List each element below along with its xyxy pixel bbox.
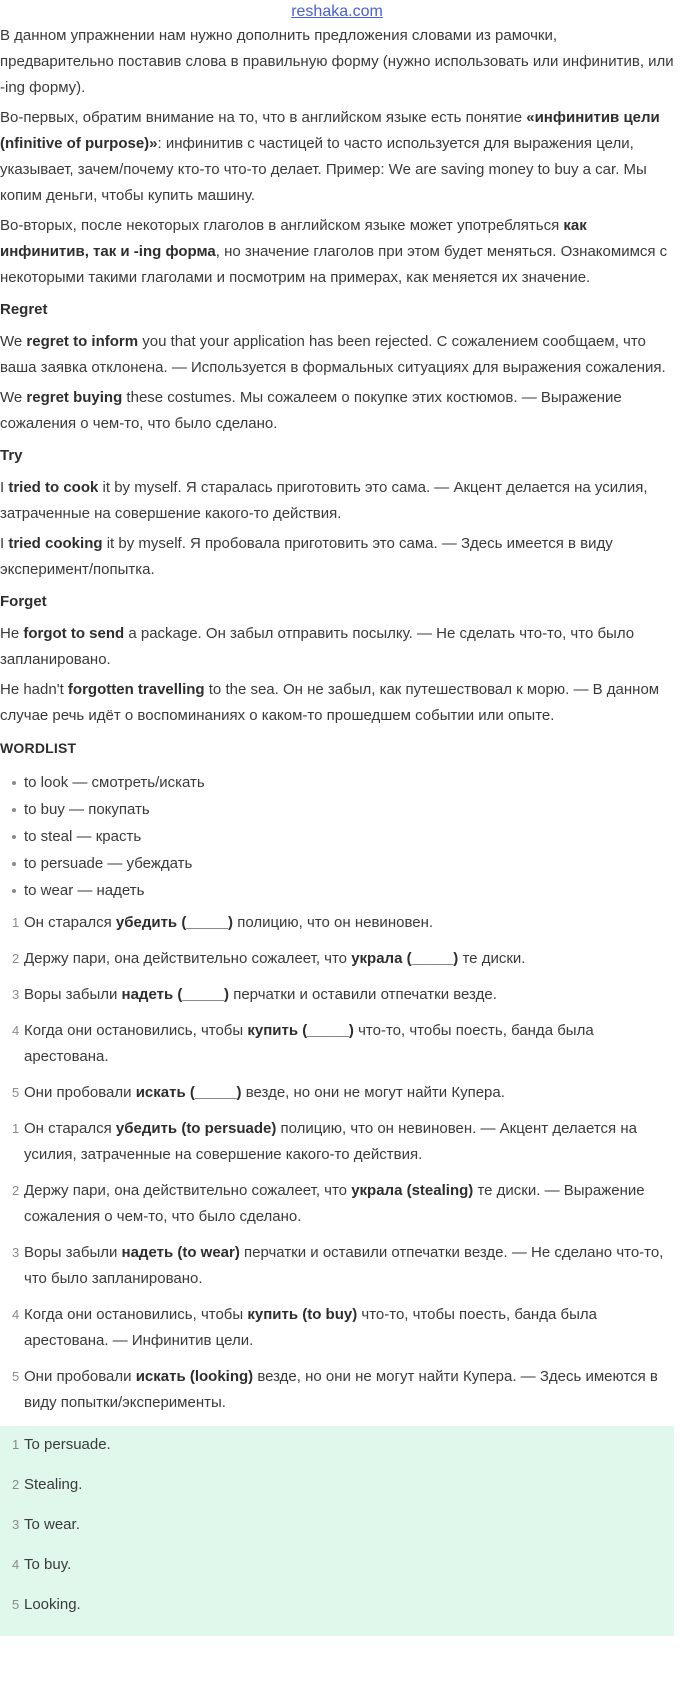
wordlist-item: to steal — красть [12,823,674,850]
task-bold: искать (_____) [135,1084,242,1101]
regret-ex2-post: these costumes. Мы сожалеем о покупке этих костюмов. — Выражение сожаления о чем-то, что было сделано. [0,389,622,432]
try-heading: Try [0,447,23,464]
answer-number: 3 [12,1517,20,1532]
answer-number: 1 [12,1437,20,1452]
regret-ex1-pre: We [0,333,27,350]
explanation-pre: Воры забыли [24,1244,122,1261]
explanation-pre: Держу пари, она действительно сожалеет, что [24,1182,352,1199]
explanation-pre: Они пробовали [24,1368,136,1385]
forget-ex2-post: to the sea. Он не забыл, как путешествовал к морю. — В данном случае речь идёт о воспоминаниях о каком-то прошедшем событии или опыте. [0,681,660,724]
task-bold: надеть (_____) [121,986,230,1003]
answer-text: Looking. [24,1596,81,1613]
regret-example-1 [0,329,674,381]
explanation-bold: украла (stealing) [351,1182,474,1199]
try-ex1-bold: tried to cook [8,479,99,496]
first-pre: Во-первых, обратим внимание на то, что в английском языке есть понятие [0,109,527,126]
task-pre: Он старался [24,914,116,931]
explanation-post: те диски. — Выражение сожаления о чем-то, что было сделано. [24,1182,645,1225]
explanation-number: 4 [12,1307,20,1322]
second-bold: как инфинитив, так и -ing форма [0,217,587,260]
explanation-bold: искать (looking) [135,1368,254,1385]
forget-ex2-bold: forgotten travelling [67,681,205,698]
regret-ex1-post: you that your application has been rejected. С сожалением сообщаем, что ваша заявка отклонена. — Используется в формальных ситуациях для выражения сожаления. [0,333,666,376]
intro-paragraph: В данном упражнении нам нужно дополнить предложения словами из рамочки, предварительно поставив слова в правильную форму (нужно использовать или инфинитив, или -ing форму). [0,27,674,96]
explanation-item [0,1116,674,1168]
explanation-post: везде, но они не могут найти Купера. — Здесь имеются в виду попытки/эксперименты. [24,1368,658,1411]
answer-item [0,1512,674,1538]
task-post: что-то, чтобы поесть, банда была арестована. [24,1022,594,1065]
regret-ex2-bold: regret buying [26,389,123,406]
explanation-bold: убедить (to persuade) [115,1120,277,1137]
try-ex2-post: it by myself. Я пробовала приготовить это сама. — Здесь имеется в виду эксперимент/попытка. [0,535,613,578]
answers-box [0,1426,674,1636]
forget-ex2-pre: He hadn't [0,681,68,698]
wordlist-item: to look — смотреть/искать [12,769,674,796]
answer-item [0,1552,674,1578]
task-bold: украла (_____) [351,950,459,967]
task-post: те диски. [458,950,526,967]
task-number: 5 [12,1085,20,1100]
answer-list [0,1432,674,1618]
first-post: : инфинитив с частицей to часто используется для выражения цели, указывает, зачем/почему кто-то что-то делает. Пример: We are saving money to buy a car. Мы копим деньги, чтобы купить машину. [0,135,647,204]
explanation-bold: купить (to buy) [247,1306,358,1323]
explanation-number: 5 [12,1369,20,1384]
second-pre: Во-вторых, после некоторых глаголов в английском языке может употребляться [0,217,564,234]
explanation-item [0,1178,674,1230]
forget-ex1-bold: forgot to send [23,625,125,642]
explanation-number: 2 [12,1183,20,1198]
explanation-bold: надеть (to wear) [121,1244,240,1261]
task-number: 2 [12,951,20,966]
task-number: 4 [12,1023,20,1038]
explanation-item [0,1302,674,1354]
task-item [0,982,674,1008]
wordlist-item: to persuade — убеждать [12,850,674,877]
regret-ex2-pre: We [0,389,27,406]
forget-example-1 [0,621,674,673]
regret-example-2 [0,385,674,437]
task-post: везде, но они не могут найти Купера. [241,1084,505,1101]
regret-heading: Regret [0,301,48,318]
answer-number: 2 [12,1477,20,1492]
explanation-number: 3 [12,1245,20,1260]
task-bold: купить (_____) [247,1022,354,1039]
forget-heading: Forget [0,593,47,610]
task-number: 1 [12,915,20,930]
explanation-pre: Он старался [24,1120,116,1137]
task-bold: убедить (_____) [115,914,234,931]
site-title-link[interactable]: reshaka.com [291,3,383,20]
forget-ex1-post: a package. Он забыл отправить посылку. — Не сделать что-то, что было запланировано. [0,625,635,668]
answer-text: To buy. [24,1556,72,1573]
task-list [0,910,674,1106]
answer-item [0,1472,674,1498]
answer-item [0,1432,674,1458]
regret-ex1-bold: regret to inform [26,333,139,350]
task-post: перчатки и оставили отпечатки везде. [229,986,497,1003]
answer-item [0,1592,674,1618]
task-pre: Воры забыли [24,986,122,1003]
task-item [0,946,674,972]
try-example-1 [0,475,674,527]
wordlist-heading: WORDLIST [0,740,77,756]
task-item [0,910,674,936]
wordlist [0,769,674,904]
answer-number: 5 [12,1597,20,1612]
second-paragraph [0,213,674,291]
explanation-post: полицию, что он невиновен. — Акцент делается на усилия, затраченные на совершение какого-то действия. [24,1120,637,1163]
try-ex2-bold: tried cooking [8,535,103,552]
try-example-2 [0,531,674,583]
explanation-pre: Когда они остановились, чтобы [24,1306,248,1323]
answer-text: Stealing. [24,1476,83,1493]
explanation-number: 1 [12,1121,20,1136]
task-pre: Они пробовали [24,1084,136,1101]
explanation-item [0,1240,674,1292]
explanation-post: перчатки и оставили отпечатки везде. — Не сделано что-то, что было запланировано. [24,1244,664,1287]
task-number: 3 [12,987,20,1002]
first-paragraph [0,105,674,209]
try-ex1-post: it by myself. Я старалась приготовить это сама. — Акцент делается на усилия, затраченные на совершение какого-то действия. [0,479,648,522]
explanation-post: что-то, чтобы поесть, банда была арестована. — Инфинитив цели. [24,1306,597,1349]
task-pre: Держу пари, она действительно сожалеет, что [24,950,352,967]
second-post: , но значение глаголов при этом будет меняться. Ознакомимся с некоторыми такими глаголами и посмотрим на примерах, как меняется их значение. [0,243,668,286]
forget-ex1-pre: He [0,625,24,642]
answer-number: 4 [12,1557,20,1572]
wordlist-item: to wear — надеть [12,877,674,904]
explanation-item [0,1364,674,1416]
task-pre: Когда они остановились, чтобы [24,1022,248,1039]
first-bold: «инфинитив цели (nfinitive of purpose)» [0,109,660,152]
answer-text: To wear. [24,1516,80,1533]
wordlist-item: to buy — покупать [12,796,674,823]
forget-example-2 [0,677,674,729]
task-item [0,1018,674,1070]
try-ex2-pre: I [0,535,9,552]
explanation-list [0,1116,674,1416]
try-ex1-pre: I [0,479,9,496]
answer-text: To persuade. [24,1436,111,1453]
task-post: полицию, что он невиновен. [233,914,434,931]
task-item [0,1080,674,1106]
